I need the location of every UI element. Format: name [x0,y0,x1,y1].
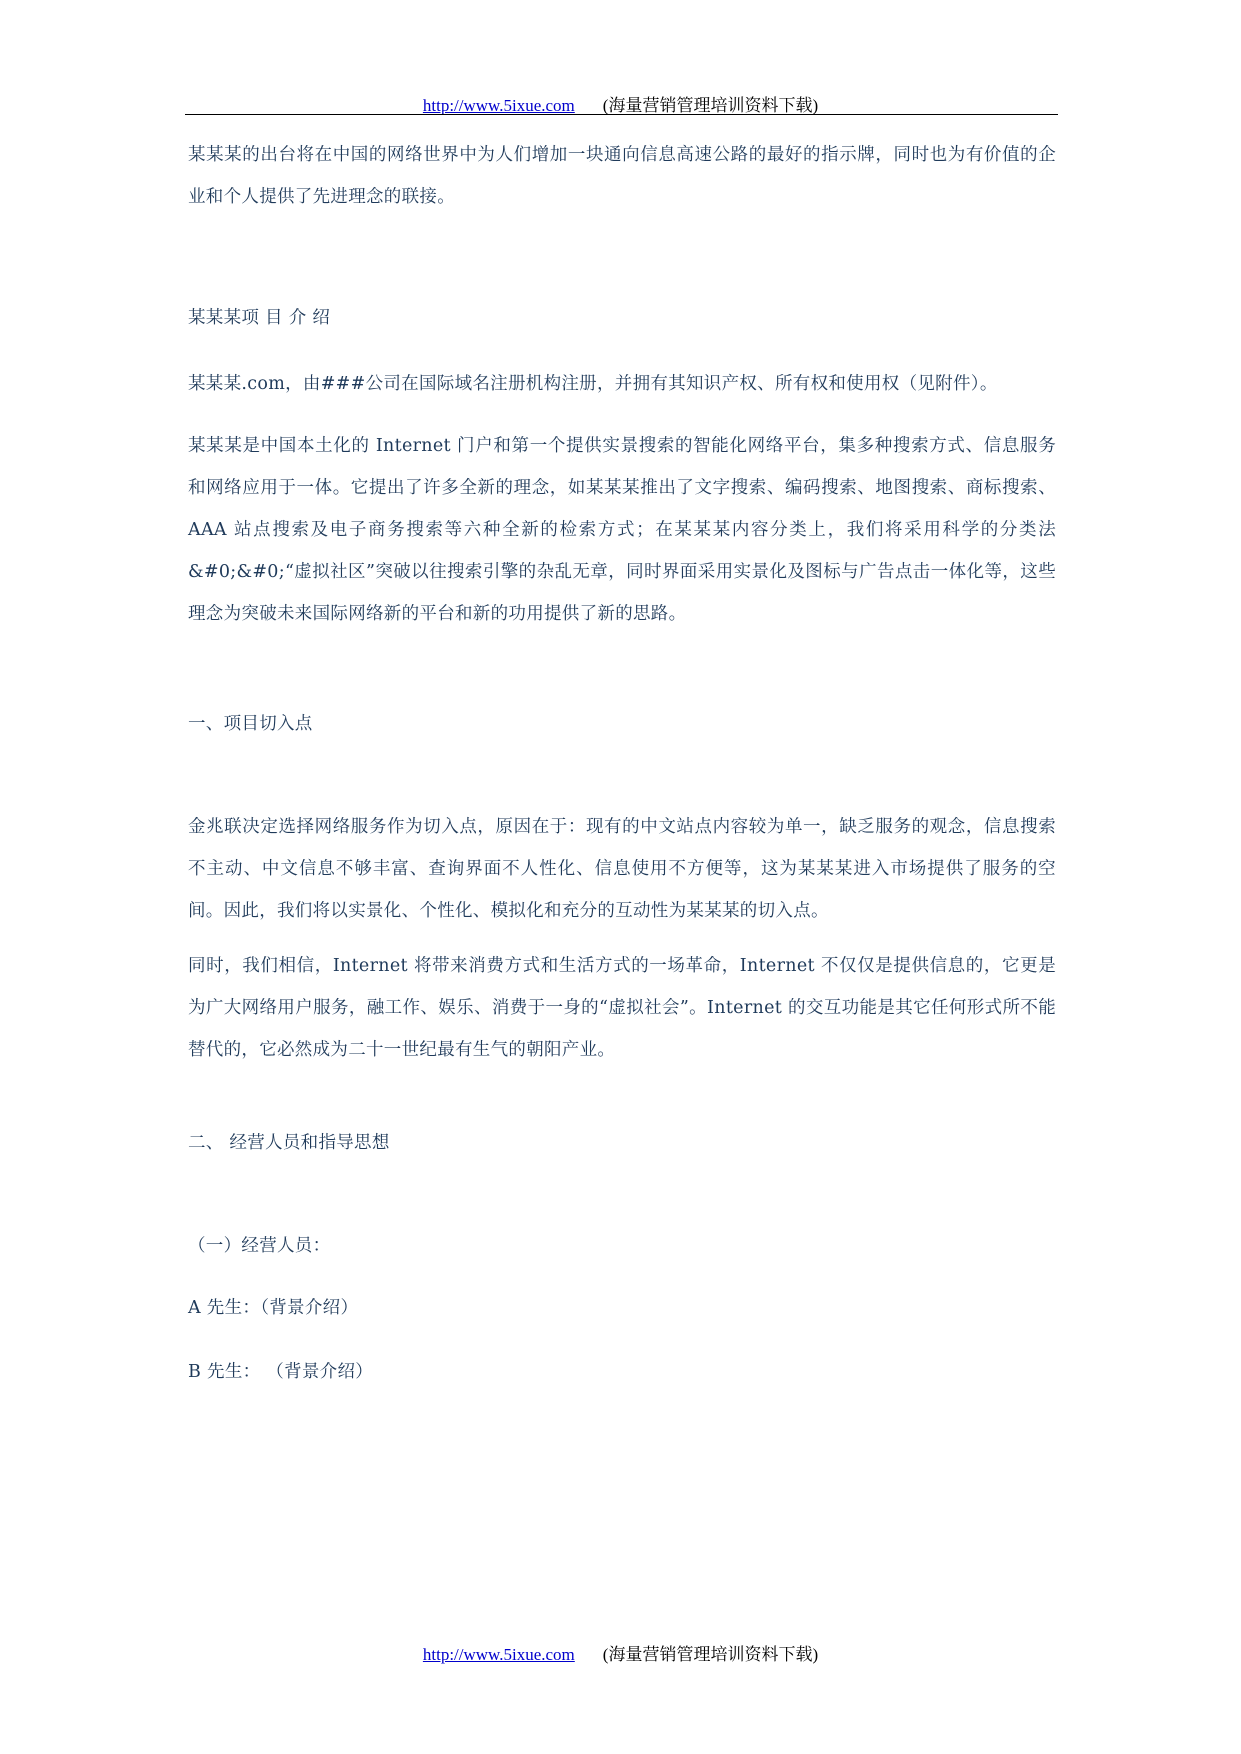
header-link[interactable]: http://www.5ixue.com [422,96,575,115]
section-heading-project: 某某某项 目 介 绍 [188,308,331,328]
person-b: B 先生： （背景介绍） [188,1362,374,1382]
page-header [0,91,1241,116]
paragraph-internet: 同时，我们相信，Internet 将带来消费方式和生活方式的一场革命，Internet 不仅仅是提供信息的，它更是为广大网络用户服务，融工作、娱乐、消费于一身的“虚拟社会”。Internet 的交互功能是其它任何形式所不能替代的，它必然成为二十一世纪最有生气的朝阳产业。 [188,956,1056,1060]
section-heading-entry-point: 一、项目切入点 [188,714,313,734]
paragraph-entry-reason: 金兆联决定选择网络服务作为切入点，原因在于：现有的中文站点内容较为单一，缺乏服务的观念，信息搜索不主动、中文信息不够丰富、查询界面不人性化、信息使用不方便等，这为某某某进入市场提供了服务的空间。因此，我们将以实景化、个性化、模拟化和充分的互动性为某某某的切入点。 [188,817,1056,921]
footer-link[interactable]: http://www.5ixue.com [422,1645,575,1664]
paragraph-intro: 某某某的出台将在中国的网络世界中为人们增加一块通向信息高速公路的最好的指示牌，同时也为有价值的企业和个人提供了先进理念的联接。 [188,145,1056,207]
footer-note: (海量营销管理培训资料下载) [602,1645,819,1664]
section-heading-staff: 二、 经营人员和指导思想 [188,1133,390,1153]
header-note: (海量营销管理培训资料下载) [602,96,819,115]
subsection-heading-staff: （一）经营人员： [188,1236,331,1256]
header-rule [185,114,1058,115]
person-a: A 先生：（背景介绍） [188,1298,359,1318]
paragraph-domain: 某某某.com，由###公司在国际域名注册机构注册，并拥有其知识产权、所有权和使用权（见附件）。 [188,374,998,394]
page-footer [0,1640,1241,1665]
paragraph-overview: 某某某是中国本土化的 Internet 门户和第一个提供实景搜索的智能化网络平台，集多种搜索方式、信息服务和网络应用于一体。它提出了许多全新的理念，如某某某推出了文字搜索、编码搜索、地图搜索、商标搜索、AAA 站点搜索及电子商务搜索等六种全新的检索方式；在某某某内容分类上，我们将采用科学的分类法&#0;&#0;“虚拟社区”突破以往搜索引擎的杂乱无章，同时界面采用实景化及图标与广告点击一体化等，这些理念为突破未来国际网络新的平台和新的功用提供了新的思路。 [188,436,1056,624]
